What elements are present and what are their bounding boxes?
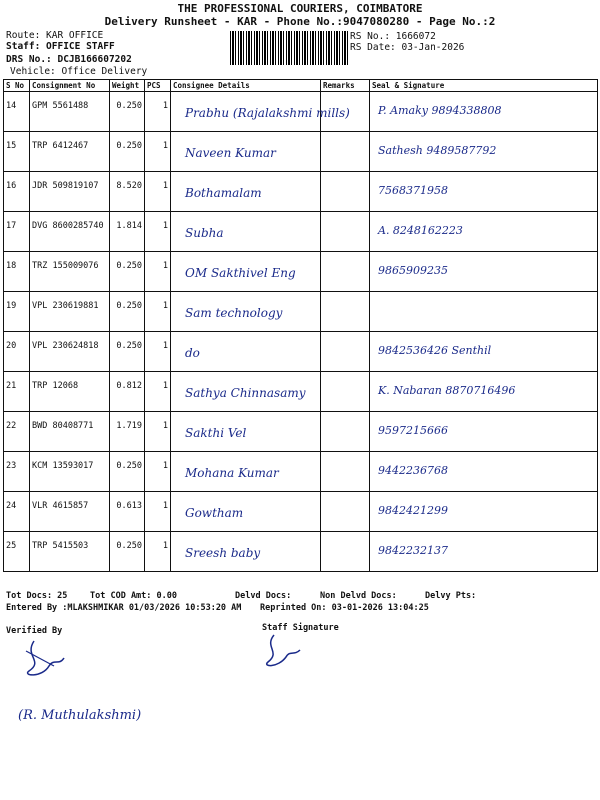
row-consignment xyxy=(30,132,110,172)
row-consignee-text: Gowtham xyxy=(185,506,244,520)
row-weight-text: 0.250 xyxy=(116,461,142,471)
row-sno-text: 24 xyxy=(6,501,17,511)
row-consignment-text: VPL 230619881 xyxy=(32,301,99,311)
delvd-docs: Delvd Docs: xyxy=(235,591,292,601)
row-pcs-text: 1 xyxy=(162,261,168,271)
row-pcs xyxy=(145,132,171,172)
row-pcs xyxy=(145,492,171,532)
row-signature-text: 9865909235 xyxy=(378,264,448,277)
row-sno xyxy=(4,492,30,532)
row-signature-text: 9842421299 xyxy=(378,504,448,517)
row-sno xyxy=(4,372,30,412)
delvy-pts: Delvy Pts: xyxy=(425,591,477,601)
reprinted-on: Reprinted On: 03-01-2026 13:04:25 xyxy=(260,603,429,613)
row-sno xyxy=(4,532,30,572)
row-weight-text: 0.250 xyxy=(116,101,142,111)
table-row xyxy=(4,412,598,452)
row-signature-text: 9842232137 xyxy=(378,544,448,557)
row-remarks xyxy=(321,212,370,252)
table-row xyxy=(4,332,598,372)
row-weight-text: 0.250 xyxy=(116,341,142,351)
row-signature xyxy=(370,172,598,212)
row-sno xyxy=(4,92,30,132)
row-consignee xyxy=(171,92,350,132)
verifier-signature-scribble xyxy=(14,636,74,686)
row-consignment-text: KCM 13593017 xyxy=(32,461,94,471)
row-consignee xyxy=(171,412,321,452)
row-weight xyxy=(110,252,145,292)
row-pcs-text: 1 xyxy=(162,421,168,431)
row-remarks xyxy=(321,452,370,492)
row-sno xyxy=(4,292,30,332)
table-row xyxy=(4,132,598,172)
row-consignment-text: GPM 5561488 xyxy=(32,101,89,111)
row-consignee xyxy=(171,532,321,572)
row-signature xyxy=(370,292,598,332)
row-sno-text: 22 xyxy=(6,421,17,431)
row-consignment xyxy=(30,372,110,412)
row-consignee-text: Sreesh baby xyxy=(185,546,261,560)
row-consignment xyxy=(30,532,110,572)
row-consignment-text: DVG 8600285740 xyxy=(32,221,104,231)
row-consignee-text: OM Sakthivel Eng xyxy=(185,266,296,280)
row-sno-text: 25 xyxy=(6,541,17,551)
row-signature xyxy=(370,332,598,372)
row-pcs xyxy=(145,452,171,492)
col-signature: Seal & Signature xyxy=(370,80,598,92)
table-row xyxy=(4,252,598,292)
row-consignee xyxy=(171,252,321,292)
row-signature xyxy=(370,372,598,412)
row-signature-text: Sathesh 9489587792 xyxy=(378,144,497,157)
row-pcs xyxy=(145,372,171,412)
company-title: THE PROFESSIONAL COURIERS, COIMBATORE xyxy=(177,2,423,15)
row-sno xyxy=(4,212,30,252)
row-remarks xyxy=(321,492,370,532)
row-pcs-text: 1 xyxy=(162,181,168,191)
runsheet-subtitle: Delivery Runsheet - KAR - Phone No.:9047080280 - Page No.:2 xyxy=(104,15,496,28)
row-consignment xyxy=(30,252,110,292)
row-signature-text: P. Amaky 9894338808 xyxy=(378,104,502,117)
row-consignment-text: BWD 80408771 xyxy=(32,421,94,431)
row-weight xyxy=(110,132,145,172)
table-row xyxy=(4,532,598,572)
row-consignee xyxy=(171,132,321,172)
row-remarks xyxy=(321,532,370,572)
row-sno xyxy=(4,252,30,292)
row-consignee xyxy=(171,332,321,372)
row-pcs xyxy=(145,252,171,292)
row-pcs-text: 1 xyxy=(162,301,168,311)
row-sno-text: 19 xyxy=(6,301,17,311)
row-consignment xyxy=(30,412,110,452)
row-consignee xyxy=(171,452,321,492)
row-consignment xyxy=(30,212,110,252)
row-consignment-text: VPL 230624818 xyxy=(32,341,99,351)
col-weight: Weight xyxy=(110,80,145,92)
row-pcs-text: 1 xyxy=(162,501,168,511)
row-pcs xyxy=(145,412,171,452)
row-pcs xyxy=(145,292,171,332)
barcode-image xyxy=(230,31,350,65)
row-consignment xyxy=(30,292,110,332)
row-sno-text: 23 xyxy=(6,461,17,471)
row-consignee xyxy=(171,172,321,212)
row-sno-text: 16 xyxy=(6,181,17,191)
row-pcs-text: 1 xyxy=(162,221,168,231)
row-remarks xyxy=(321,132,370,172)
row-consignee xyxy=(171,492,321,532)
row-consignee-text: Sam technology xyxy=(185,306,283,320)
row-pcs-text: 1 xyxy=(162,461,168,471)
vehicle-label: Vehicle: Office Delivery xyxy=(10,66,148,77)
row-weight xyxy=(110,172,145,212)
row-pcs-text: 1 xyxy=(162,141,168,151)
col-consignee: Consignee Details xyxy=(171,80,321,92)
row-weight xyxy=(110,372,145,412)
row-sno xyxy=(4,332,30,372)
row-signature xyxy=(370,492,598,532)
staff-label: Staff: OFFICE STAFF xyxy=(6,41,115,52)
row-sno xyxy=(4,412,30,452)
row-weight-text: 0.613 xyxy=(116,501,142,511)
verifier-name-handwritten: (R. Muthulakshmi) xyxy=(18,708,142,723)
table-row xyxy=(4,372,598,412)
row-consignee xyxy=(171,292,321,332)
row-sno-text: 20 xyxy=(6,341,17,351)
row-consignee-text: Sakthi Vel xyxy=(185,426,247,440)
row-consignee xyxy=(171,372,321,412)
table-row xyxy=(4,172,598,212)
row-pcs xyxy=(145,532,171,572)
row-remarks xyxy=(321,292,370,332)
row-consignment-text: TRP 12068 xyxy=(32,381,79,391)
row-remarks xyxy=(321,172,370,212)
row-consignee-text: Bothamalam xyxy=(185,186,262,200)
row-pcs-text: 1 xyxy=(162,341,168,351)
row-signature-text: 9842536426 Senthil xyxy=(378,344,492,357)
row-weight xyxy=(110,92,145,132)
row-weight-text: 0.250 xyxy=(116,141,142,151)
row-consignee-text: Prabhu (Rajalakshmi mills) xyxy=(185,106,350,120)
col-remarks: Remarks xyxy=(321,80,370,92)
rs-date: RS Date: 03-Jan-2026 xyxy=(350,42,465,53)
row-weight xyxy=(110,532,145,572)
col-consignment: Consignment No xyxy=(30,80,110,92)
row-consignment-text: TRP 5415503 xyxy=(32,541,89,551)
drs-number: DRS No.: DCJB166607202 xyxy=(6,54,132,65)
row-weight-text: 1.814 xyxy=(116,221,142,231)
row-weight-text: 0.812 xyxy=(116,381,142,391)
non-delvd-docs: Non Delvd Docs: xyxy=(320,591,397,601)
runsheet-table xyxy=(3,79,598,572)
row-remarks xyxy=(321,252,370,292)
row-consignment-text: TRP 6412467 xyxy=(32,141,89,151)
tot-cod: Tot COD Amt: 0.00 xyxy=(90,591,177,601)
row-signature-text: A. 8248162223 xyxy=(378,224,463,237)
col-pcs: PCS xyxy=(145,80,171,92)
row-sno-text: 15 xyxy=(6,141,17,151)
row-weight-text: 1.719 xyxy=(116,421,142,431)
row-sno-text: 17 xyxy=(6,221,17,231)
row-pcs xyxy=(145,92,171,132)
row-weight xyxy=(110,292,145,332)
row-consignment-text: TRZ 155009076 xyxy=(32,261,99,271)
row-weight xyxy=(110,412,145,452)
row-signature xyxy=(370,132,598,172)
row-consignment xyxy=(30,172,110,212)
staff-signature-label: Staff Signature xyxy=(262,623,339,633)
row-sno xyxy=(4,132,30,172)
row-consignment xyxy=(30,332,110,372)
row-sno-text: 21 xyxy=(6,381,17,391)
row-consignee xyxy=(171,212,321,252)
row-pcs xyxy=(145,212,171,252)
route-label: Route: KAR OFFICE xyxy=(6,30,104,41)
row-remarks xyxy=(321,412,370,452)
row-remarks xyxy=(321,332,370,372)
col-sno: S No xyxy=(4,80,30,92)
table-header-row xyxy=(4,80,598,92)
row-consignee-text: do xyxy=(185,346,200,360)
row-consignment xyxy=(30,452,110,492)
row-consignment-text: JDR 509819107 xyxy=(32,181,99,191)
row-consignee-text: Mohana Kumar xyxy=(185,466,279,480)
row-signature xyxy=(370,412,598,452)
row-sno xyxy=(4,172,30,212)
row-signature xyxy=(370,532,598,572)
row-consignment xyxy=(30,92,110,132)
row-consignment-text: VLR 4615857 xyxy=(32,501,89,511)
row-consignee-text: Naveen Kumar xyxy=(185,146,276,160)
rs-number: RS No.: 1666072 xyxy=(350,31,436,42)
staff-signature-scribble xyxy=(256,632,306,672)
row-signature-text: 7568371958 xyxy=(378,184,448,197)
row-signature xyxy=(370,452,598,492)
row-pcs-text: 1 xyxy=(162,101,168,111)
row-signature-text: K. Nabaran 8870716496 xyxy=(378,384,516,397)
row-sno-text: 14 xyxy=(6,101,17,111)
tot-docs: Tot Docs: 25 xyxy=(6,591,68,601)
row-pcs xyxy=(145,172,171,212)
row-sno xyxy=(4,452,30,492)
row-sno-text: 18 xyxy=(6,261,17,271)
table-row xyxy=(4,92,598,132)
table-row xyxy=(4,292,598,332)
row-remarks xyxy=(321,372,370,412)
row-weight xyxy=(110,452,145,492)
row-signature xyxy=(370,92,598,132)
table-row xyxy=(4,212,598,252)
row-signature-text: 9597215666 xyxy=(378,424,448,437)
row-pcs-text: 1 xyxy=(162,381,168,391)
table-row xyxy=(4,492,598,532)
row-pcs xyxy=(145,332,171,372)
row-weight xyxy=(110,212,145,252)
row-weight xyxy=(110,492,145,532)
table-row xyxy=(4,452,598,492)
row-weight xyxy=(110,332,145,372)
row-consignment xyxy=(30,492,110,532)
verified-by-label: Verified By xyxy=(6,626,63,636)
row-signature-text: 9442236768 xyxy=(378,464,448,477)
row-weight-text: 0.250 xyxy=(116,261,142,271)
row-consignee-text: Sathya Chinnasamy xyxy=(185,386,306,400)
row-weight-text: 0.250 xyxy=(116,541,142,551)
entered-by: Entered By :MLAKSHMIKAR 01/03/2026 10:53:20 AM xyxy=(6,603,242,613)
row-weight-text: 0.250 xyxy=(116,301,142,311)
row-pcs-text: 1 xyxy=(162,541,168,551)
row-weight-text: 8.520 xyxy=(116,181,142,191)
row-signature xyxy=(370,212,598,252)
row-consignee-text: Subha xyxy=(185,226,224,240)
row-signature xyxy=(370,252,598,292)
